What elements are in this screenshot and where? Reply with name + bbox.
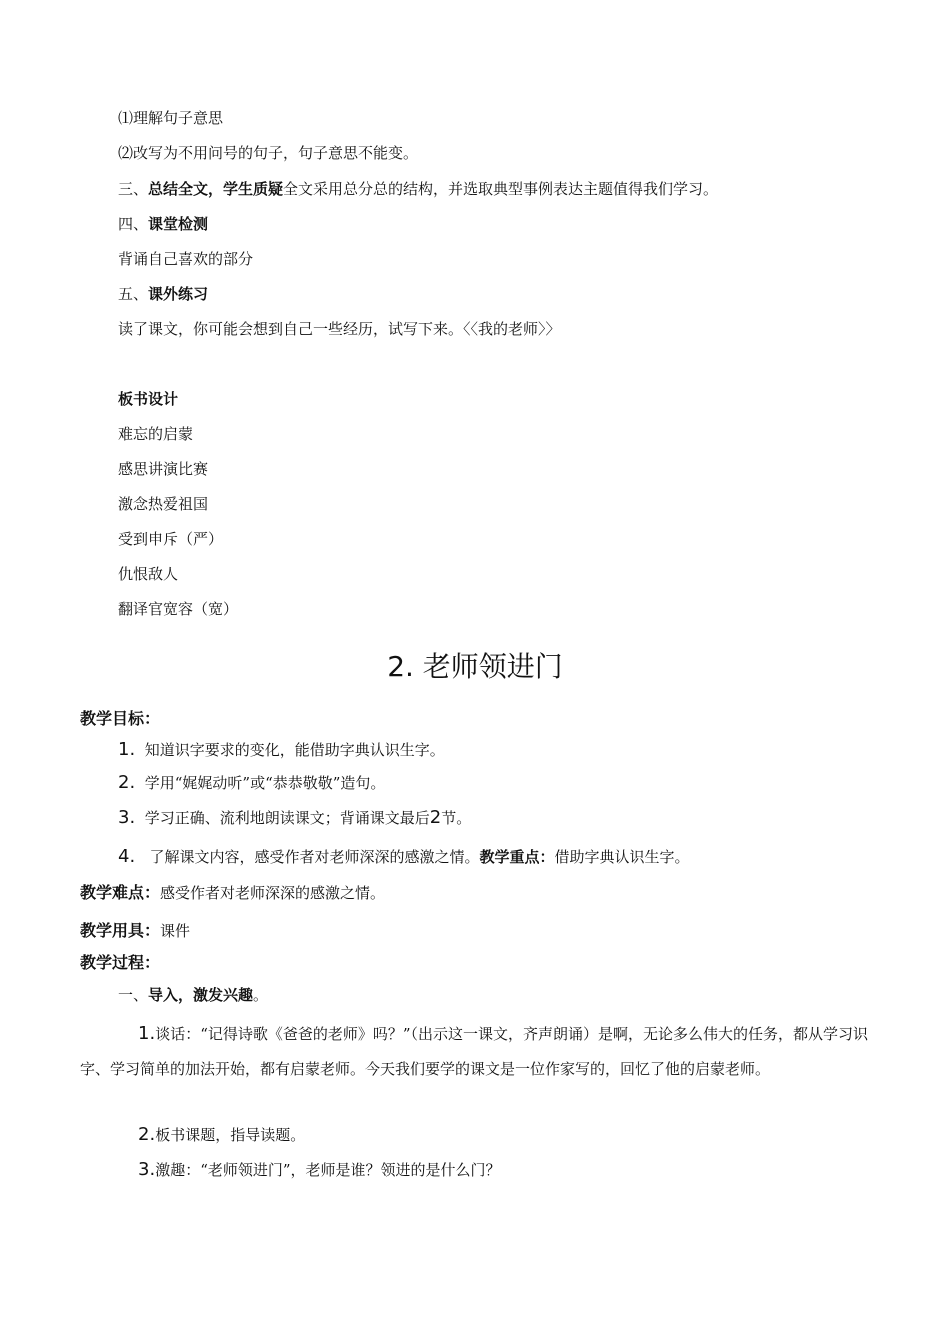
section-4	[118, 214, 208, 234]
section-5-heading: 课外练习	[148, 285, 209, 303]
tools-label: 教学用具：	[80, 921, 161, 940]
recite-text: 背诵自己喜欢的部分	[118, 250, 254, 268]
goal-count: 2	[429, 807, 442, 828]
goal-item	[118, 740, 445, 760]
paragraph-number: 1.	[138, 1023, 156, 1044]
step-1-paragraph	[80, 1016, 870, 1087]
goal-item	[118, 773, 385, 793]
step-item	[138, 1125, 305, 1145]
difficulty	[80, 883, 385, 903]
board-item: 翻译官宽容（宽）	[118, 600, 239, 618]
goal-item	[118, 808, 471, 828]
question-2: ⑵改写为不用问号的句子，句子意思不能变。	[118, 144, 419, 162]
tools	[80, 921, 190, 941]
step-number: 3.	[138, 1159, 156, 1180]
goal-number: 4.	[118, 846, 136, 867]
goal-number: 1.	[118, 739, 136, 760]
section-3	[118, 179, 718, 199]
step-item	[138, 1160, 501, 1180]
difficulty-label: 教学难点：	[80, 883, 161, 902]
lesson-title: 2. 老师领进门	[387, 650, 563, 683]
goal-number: 2.	[118, 772, 136, 793]
goal-item	[118, 847, 690, 867]
board-item: 激念热爱祖国	[118, 495, 209, 513]
goal-text: 学用“娓娓动听”或“恭恭敬敬”造句。	[144, 774, 386, 792]
process-label: 教学过程：	[80, 953, 161, 972]
paragraph-text: 谈话：“记得诗歌《爸爸的老师》吗？”（出示这一课文，齐声朗诵）是啊，无论多么伟大的任务，都从学习识字、学习简单的加法开始，都有启蒙老师。今天我们要学的课文是一位作家写的，回忆了他的启蒙老师。	[80, 1025, 869, 1078]
goal-text: 了解课文内容，感受作者对老师深深的感激之情。	[149, 848, 480, 866]
section-5	[118, 284, 208, 304]
board-item: 感思讲演比赛	[118, 460, 209, 478]
goal-text-tail: 节。	[441, 809, 472, 827]
section-4-heading: 课堂检测	[148, 215, 209, 233]
question-1: ⑴理解句子意思	[118, 109, 224, 127]
key-point-label: 教学重点：	[479, 848, 555, 866]
section-3-text: 全文采用总分总的结构，并选取典型事例表达主题值得我们学习。	[283, 180, 719, 198]
tools-text: 课件	[160, 922, 191, 940]
goal-text: 学习正确、流利地朗读课文；背诵课文最后	[144, 809, 430, 827]
board-design-title: 板书设计	[118, 390, 179, 408]
step-1-heading	[118, 985, 268, 1005]
section-5-number: 五、	[118, 285, 149, 303]
exercise-text: 读了课文，你可能会想到自己一些经历，试写下来。〈〈我的老师〉〉	[118, 320, 561, 338]
section-3-heading: 总结全文，学生质疑	[148, 180, 284, 198]
section-4-number: 四、	[118, 215, 149, 233]
step-1-number: 一、	[118, 986, 149, 1004]
board-item: 难忘的启蒙	[118, 425, 194, 443]
step-text: 板书课题，指导读题。	[155, 1126, 306, 1144]
step-text: 激趣：“老师领进门”，老师是谁？领进的是什么门？	[155, 1161, 501, 1179]
key-point-text: 借助字典认识生字。	[554, 848, 690, 866]
goals-label: 教学目标：	[80, 709, 161, 728]
board-item: 受到申斥（严）	[118, 530, 224, 548]
step-number: 2.	[138, 1124, 156, 1145]
step-1-tail: 。	[253, 986, 269, 1004]
difficulty-text: 感受作者对老师深深的感激之情。	[160, 884, 386, 902]
goal-number: 3.	[118, 807, 136, 828]
step-1-title: 导入，激发兴趣	[148, 986, 254, 1004]
board-item: 仇恨敌人	[118, 565, 179, 583]
goal-text: 知道识字要求的变化，能借助字典认识生字。	[144, 741, 445, 759]
section-3-number: 三、	[118, 180, 149, 198]
